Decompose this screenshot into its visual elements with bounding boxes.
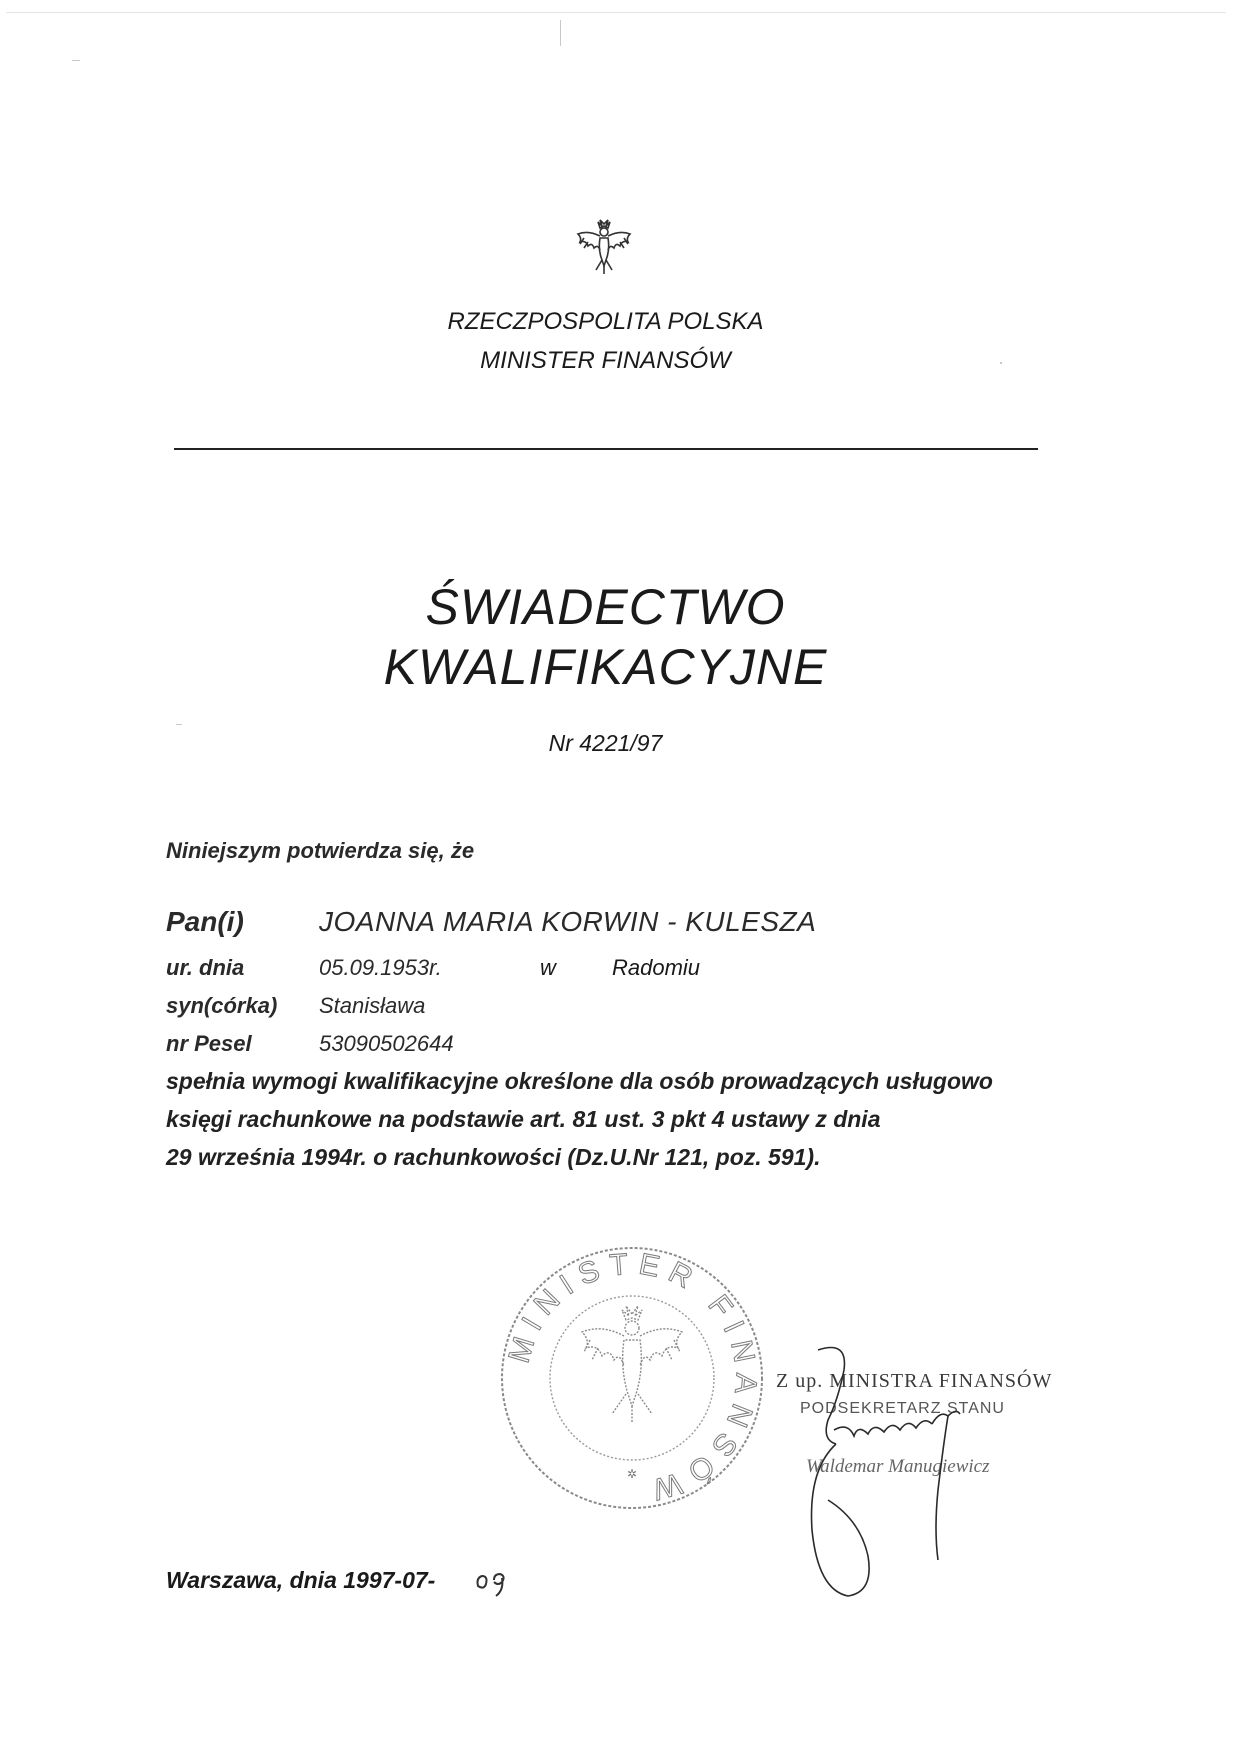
header-authority: MINISTER FINANSÓW <box>480 347 731 374</box>
name-value: JOANNA MARIA KORWIN - KULESZA <box>319 906 817 937</box>
document-title-line1: ŚWIADECTWO <box>425 579 786 635</box>
birth-place-value: Radomiu <box>612 955 701 980</box>
scan-edge <box>6 12 1226 13</box>
pesel-label: nr Pesel <box>166 1031 252 1056</box>
body-text-line1: spełnia wymogi kwalifikacyjne określone dla osób prowadzących usługowo <box>166 1068 993 1094</box>
place-and-date: Warszawa, dnia 1997-07- <box>166 1567 436 1593</box>
stamp-star-icon: ✲ <box>626 1467 638 1481</box>
scan-speck <box>560 20 561 46</box>
certificate-number: Nr 4221/97 <box>548 730 663 756</box>
signer-name: Waldemar Manugiewicz <box>806 1456 990 1477</box>
signature-line-authority: Z up. MINISTRA FINANSÓW <box>776 1370 1053 1392</box>
stamp-eagle-icon <box>582 1306 682 1422</box>
handwritten-signature <box>788 1330 1018 1630</box>
name-label: Pan(i) <box>166 906 244 937</box>
signature-line-title: PODSEKRETARZ STANU <box>800 1400 1005 1417</box>
body-text-line3: 29 września 1994r. o rachunkowości (Dz.U.Nr 121, poz. 591). <box>166 1144 821 1170</box>
scan-speck <box>176 724 182 725</box>
official-stamp <box>498 1244 766 1512</box>
intro-text: Niniejszym potwierdza się, że <box>166 838 475 863</box>
birth-date-label: ur. dnia <box>166 955 245 980</box>
pesel-value: 53090502644 <box>319 1031 454 1056</box>
handwritten-day-mark <box>472 1560 512 1600</box>
document-title-line2: KWALIFIKACYJNE <box>383 639 828 695</box>
body-text-line2: księgi rachunkowe na podstawie art. 81 ust. 3 pkt 4 ustawy z dnia <box>166 1106 881 1132</box>
parent-name: Stanisława <box>319 993 426 1018</box>
birth-place-prefix: w <box>540 955 556 980</box>
scan-speck <box>1000 362 1002 364</box>
birth-date-value: 05.09.1953r. <box>319 955 442 980</box>
scan-speck <box>72 60 80 61</box>
parent-label: syn(córka) <box>166 993 278 1018</box>
stamp-text: MINISTER FINANSÓW <box>502 1247 763 1509</box>
polish-eagle-emblem-icon <box>572 216 636 278</box>
header-country: RZECZPOSPOLITA POLSKA <box>447 308 764 335</box>
header-divider <box>174 448 1038 450</box>
